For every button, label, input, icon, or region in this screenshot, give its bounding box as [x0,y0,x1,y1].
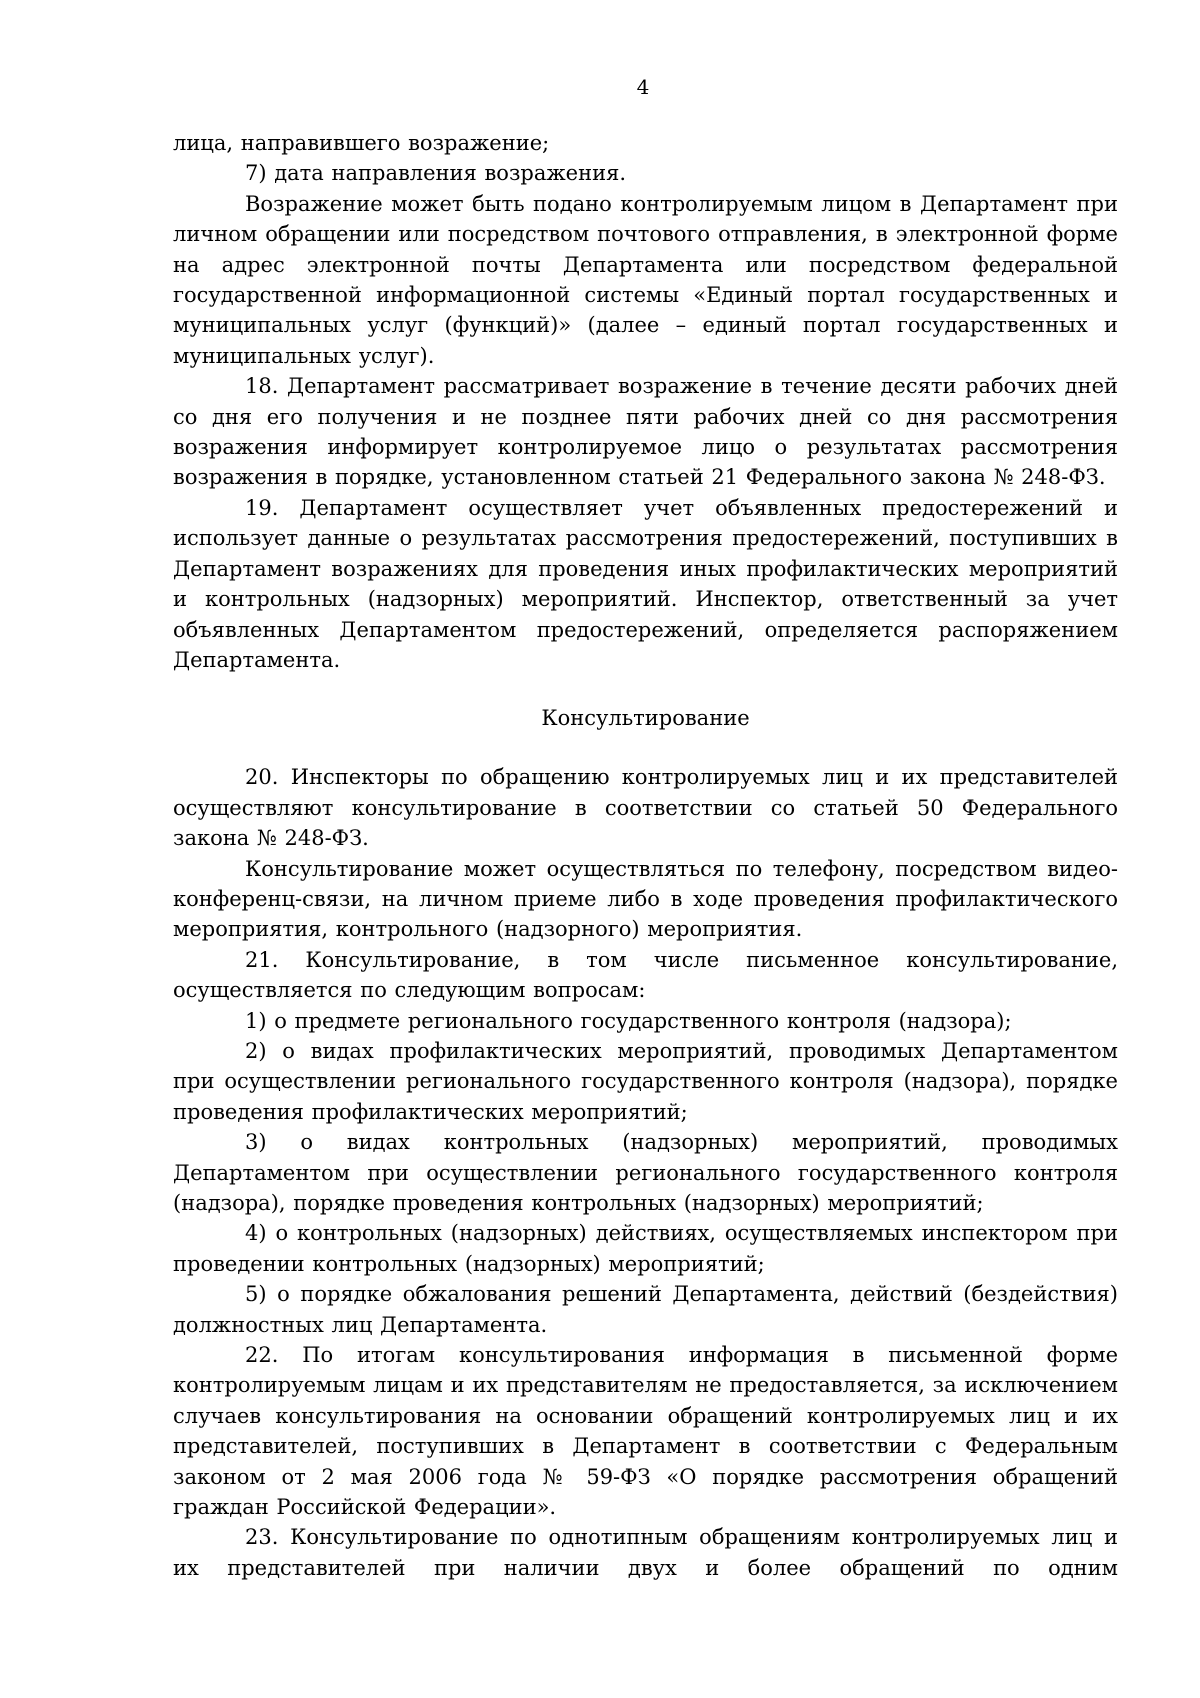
paragraph: 18. Департамент рассматривает возражение в течение десяти рабочих дней со дня его получения и не позднее пяти рабочих дней со дня рассмотрения возражения информирует контролируемое лицо о результатах рассмотрения возражения в порядке, установленном статьей 21 Федерального закона № 248-ФЗ. [173,374,1118,490]
paragraph: 21. Консультирование, в том числе письменное консультирование, осуществляется по следующим вопросам: [173,947,1118,1003]
paragraph: 7) дата направления возражения. [245,161,627,186]
paragraph: Консультирование может осуществляться по телефону, посредством видео-конференц-связи, на личном приеме либо в ходе проведения профилактического мероприятия, контрольного (надзорного) мероприятия. [173,856,1118,942]
paragraph: 19. Департамент осуществляет учет объявленных предостережений и использует данные о результатах рассмотрения предостережений, поступивших в Департамент возражениях для проведения иных профилактических мероприятий и контрольных (надзорных) мероприятий. Инспектор, ответственный за учет объявленных Департаментом предостережений, определяется распоряжением Департамента. [173,495,1118,672]
paragraph: 4) о контрольных (надзорных) действиях, осуществляемых инспектором при проведении контрольных (надзорных) мероприятий; [173,1221,1118,1276]
section-text-before-heading [173,128,1118,675]
paragraph: 3) о видах контрольных (надзорных) мероприятий, проводимых Департаментом при осуществлении регионального государственного контроля (надзора), порядке проведения контрольных (надзорных) мероприятий; [173,1130,1118,1215]
paragraph: 2) о видах профилактических мероприятий, проводимых Департаментом при осуществлении регионального государственного контроля (надзора), порядке проведения профилактических мероприятий; [173,1038,1118,1124]
paragraph: 23. Консультирование по однотипным обращениям контролируемых лиц и их представителей при наличии двух и более обращений по одним [173,1525,1118,1580]
paragraph: лица, направившего возражение; [173,131,550,155]
document-body [173,128,1118,1583]
paragraph: 22. По итогам консультирования информация в письменной форме контролируемым лицам и их представителям не предоставляется, за исключением случаев консультирования на основании обращений контролируемых лиц и их представителей, поступивших в Департамент в соответствии с Федеральным законом от 2 мая 2006 года № 59-ФЗ «О порядке рассмотрения обращений граждан Российской Федерации». [173,1343,1118,1520]
paragraph: 20. Инспекторы по обращению контролируемых лиц и их представителей осуществляют консультирование в соответствии со статьей 50 Федерального закона № 248-ФЗ. [173,765,1118,851]
paragraph: 1) о предмете регионального государственного контроля (надзора); [245,1008,1012,1033]
paragraph: 5) о порядке обжалования решений Департамента, действий (бездействия) должностных лиц Департамента. [173,1282,1118,1337]
section-heading: Консультирование [541,706,750,731]
section-text-after-heading [173,762,1118,1583]
paragraph: Возражение может быть подано контролируемым лицом в Департамент при личном обращении или посредством почтового отправления, в электронной форме на адрес электронной почты Департамента или посредством федеральной государственной информационной системы «Единый портал государственных и муниципальных услуг (функций)» (далее – единый портал государственных и муниципальных услуг). [173,191,1118,368]
page-number: 4 [636,75,650,99]
